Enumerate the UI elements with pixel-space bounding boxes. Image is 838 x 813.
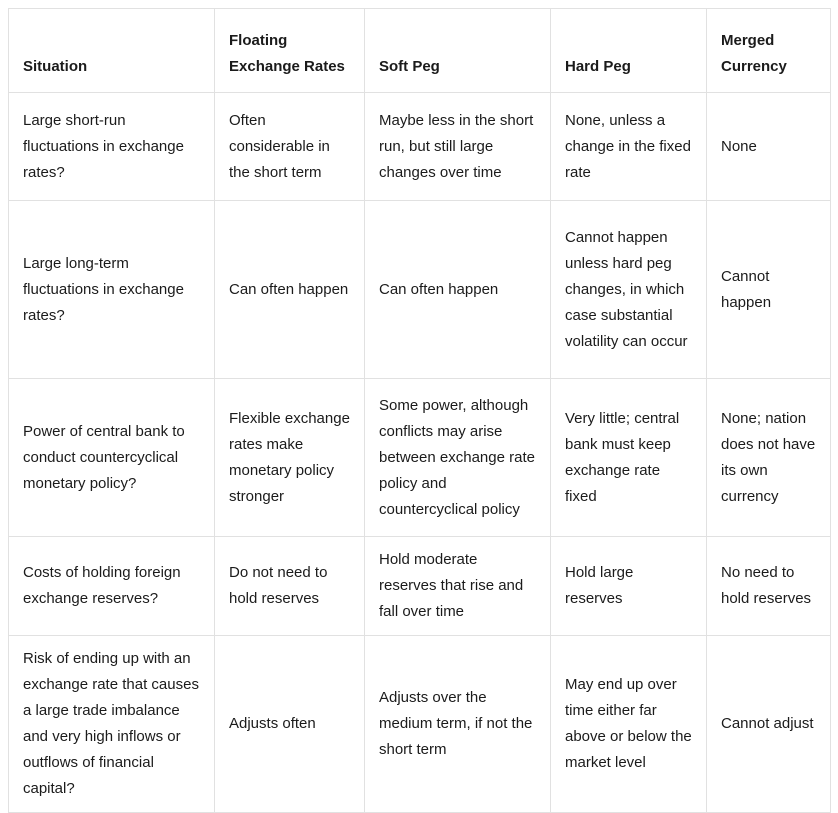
cell-situation: Power of central bank to conduct countercyclical monetary policy? xyxy=(9,379,215,537)
table-row-reserve-costs xyxy=(9,537,831,636)
cell-hard-peg: May end up over time either far above or below the market level xyxy=(551,636,707,813)
cell-merged-currency: None xyxy=(707,93,831,201)
cell-floating-exchange-rates: Can often happen xyxy=(215,201,365,379)
column-header-merged-currency: Merged Currency xyxy=(707,9,831,93)
exchange-rate-policy-comparison-table xyxy=(8,8,831,813)
cell-floating-exchange-rates: Often considerable in the short term xyxy=(215,93,365,201)
header-row xyxy=(9,9,831,93)
table-row-short-run-fluctuations xyxy=(9,93,831,201)
cell-hard-peg: Very little; central bank must keep exchange rate fixed xyxy=(551,379,707,537)
cell-floating-exchange-rates: Do not need to hold reserves xyxy=(215,537,365,636)
cell-situation: Large short-run fluctuations in exchange rates? xyxy=(9,93,215,201)
column-header-soft-peg: Soft Peg xyxy=(365,9,551,93)
cell-hard-peg: Cannot happen unless hard peg changes, in which case substantial volatility can occur xyxy=(551,201,707,379)
cell-merged-currency: No need to hold reserves xyxy=(707,537,831,636)
cell-hard-peg: None, unless a change in the fixed rate xyxy=(551,93,707,201)
cell-situation: Costs of holding foreign exchange reserves? xyxy=(9,537,215,636)
table-row-long-term-fluctuations xyxy=(9,201,831,379)
cell-hard-peg: Hold large reserves xyxy=(551,537,707,636)
column-header-hard-peg: Hard Peg xyxy=(551,9,707,93)
cell-soft-peg: Maybe less in the short run, but still large changes over time xyxy=(365,93,551,201)
cell-merged-currency: None; nation does not have its own currency xyxy=(707,379,831,537)
cell-soft-peg: Hold moderate reserves that rise and fall over time xyxy=(365,537,551,636)
column-header-situation: Situation xyxy=(9,9,215,93)
cell-situation: Risk of ending up with an exchange rate that causes a large trade imbalance and very high inflows or outflows of financial capital? xyxy=(9,636,215,813)
table-row-central-bank-power xyxy=(9,379,831,537)
cell-soft-peg: Some power, although conflicts may arise between exchange rate policy and countercyclical policy xyxy=(365,379,551,537)
cell-merged-currency: Cannot adjust xyxy=(707,636,831,813)
cell-soft-peg: Adjusts over the medium term, if not the short term xyxy=(365,636,551,813)
table-row-trade-imbalance-risk xyxy=(9,636,831,813)
column-header-floating-exchange-rates: Floating Exchange Rates xyxy=(215,9,365,93)
cell-situation: Large long-term fluctuations in exchange rates? xyxy=(9,201,215,379)
cell-merged-currency: Cannot happen xyxy=(707,201,831,379)
cell-floating-exchange-rates: Adjusts often xyxy=(215,636,365,813)
cell-soft-peg: Can often happen xyxy=(365,201,551,379)
cell-floating-exchange-rates: Flexible exchange rates make monetary policy stronger xyxy=(215,379,365,537)
